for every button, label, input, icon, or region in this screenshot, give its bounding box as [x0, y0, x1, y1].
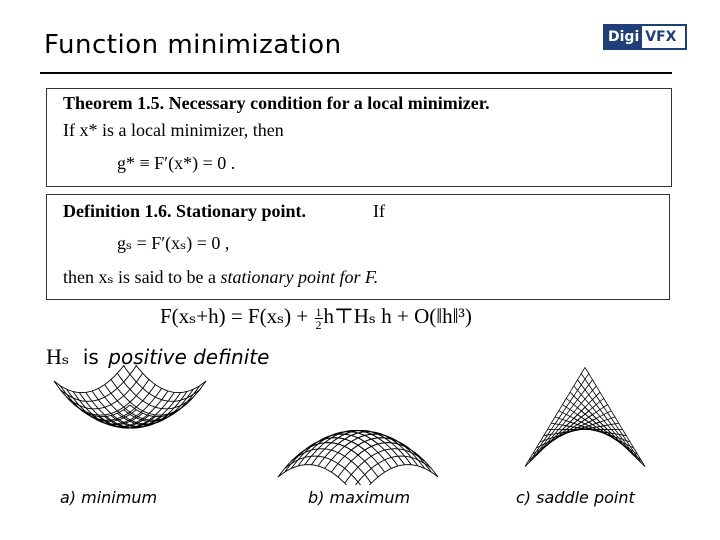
saddle-mesh-line — [533, 415, 593, 454]
taylor-lhs: F(xₛ+h) = F(xₛ) + — [160, 304, 314, 328]
minimum-mesh-line — [54, 381, 130, 417]
definition-stationary-term: stationary point for F. — [220, 267, 379, 287]
theorem-box — [46, 88, 672, 187]
taylor-rhs: h⊤Hₛ h + O(‖h‖³) — [323, 304, 472, 328]
hessian-is: is — [82, 345, 99, 369]
definition-box — [46, 194, 670, 300]
definition-if: If — [373, 201, 385, 221]
saddle-mesh-line — [540, 422, 600, 442]
digivfx-logo — [603, 24, 687, 50]
slide-title: Function minimization — [44, 30, 342, 60]
hessian-property: positive definite — [108, 345, 270, 369]
definition-equation: gₛ = F′(xₛ) = 0 , — [117, 233, 230, 253]
definition-conclusion-prefix: then xₛ is said to be a — [63, 267, 221, 287]
fraction-denominator: 2 — [315, 317, 322, 332]
logo-part-vfx: VFX — [645, 29, 677, 45]
saddle-surface — [505, 365, 665, 485]
caption-minimum: a) minimum — [60, 488, 158, 507]
title-underline — [40, 72, 672, 74]
maximum-mesh-line — [285, 456, 365, 485]
minimum-mesh-line — [54, 365, 130, 393]
fraction-numerator: 1 — [315, 304, 322, 319]
definition-heading: Definition 1.6. Stationary point. — [63, 201, 307, 221]
definition-conclusion — [63, 267, 378, 288]
taylor-expansion — [160, 304, 472, 331]
hessian-symbol: Hₛ — [46, 344, 70, 369]
saddle-mesh-line — [578, 415, 638, 454]
minimum-mesh-line — [130, 381, 206, 417]
minimum-surface — [40, 365, 220, 485]
theorem-condition: If x* is a local minimizer, then — [63, 120, 284, 140]
minimum-mesh-line — [130, 365, 206, 393]
maximum-surface — [268, 365, 448, 485]
theorem-equation: g* ≡ F′(x*) = 0 . — [117, 153, 236, 173]
caption-saddle: c) saddle point — [516, 488, 635, 507]
theorem-heading: Theorem 1.5. Necessary condition for a local minimizer. — [63, 93, 490, 113]
maximum-mesh-line — [351, 456, 431, 485]
maximum-mesh-line — [358, 443, 438, 477]
half-fraction — [315, 306, 323, 331]
maximum-mesh-line — [278, 443, 358, 477]
logo-part-digi: Digi — [605, 26, 642, 48]
caption-maximum: b) maximum — [308, 488, 411, 507]
